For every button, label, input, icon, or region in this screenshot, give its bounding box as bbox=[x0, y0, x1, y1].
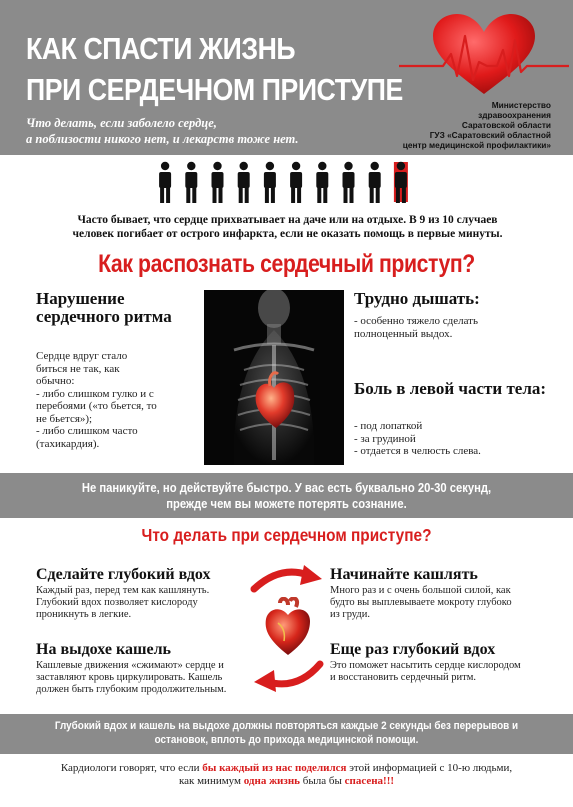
footer-line bbox=[20, 775, 553, 788]
text-line: Глубокий вдох позволяет кислороду bbox=[36, 597, 198, 608]
person-icon bbox=[290, 162, 302, 203]
cough-text bbox=[330, 585, 540, 621]
text-line: Сердце вдруг стало bbox=[36, 350, 128, 362]
ministry-line: центр медицинской профилактики» bbox=[402, 140, 551, 150]
text-line: перебоями («то бьется, то bbox=[36, 400, 157, 412]
steps-title: Что делать при сердечном приступе? bbox=[141, 525, 432, 545]
footer-fragment: Кардиологи говорят, что если bbox=[60, 762, 203, 774]
text-line: - особенно тяжело сделать bbox=[354, 315, 478, 327]
text-line: Это поможет насытить сердце кислородом bbox=[330, 660, 521, 671]
footer-highlight: бы каждый из нас поделился bbox=[202, 762, 347, 774]
page-title bbox=[26, 28, 403, 110]
repeat-line: остановок, вплоть до прихода медицинской помощи. bbox=[154, 734, 419, 746]
repeat-bar bbox=[0, 714, 573, 754]
header-banner bbox=[0, 0, 573, 155]
repeat-line: Глубокий вдох и кашель на выдохе должны повторяться каждые 2 секунды без перерывов и bbox=[54, 720, 519, 732]
person-icon bbox=[264, 162, 276, 203]
subtitle-line: Что делать, если заболело сердце, bbox=[26, 116, 217, 130]
breath-heading: Трудно дышать: bbox=[354, 289, 480, 308]
title-line: КАК СПАСТИ ЖИЗНЬ bbox=[26, 31, 296, 66]
ministry-line: Саратовской области bbox=[461, 120, 551, 130]
heart-cycle-icon bbox=[260, 597, 315, 657]
exhale-text bbox=[36, 660, 256, 696]
footer-text bbox=[20, 762, 553, 788]
person-icon bbox=[159, 162, 171, 203]
person-icon bbox=[343, 162, 355, 203]
text-line: не бьется»); bbox=[36, 412, 93, 425]
text-line: должен быть глубоким продолжительным. bbox=[36, 684, 227, 695]
heart-ecg-icon bbox=[395, 10, 573, 98]
footer-fragment: была бы bbox=[299, 775, 345, 787]
text-line: - за грудиной bbox=[354, 432, 416, 445]
person-icon bbox=[185, 162, 197, 203]
text-line: полноценный выдох. bbox=[354, 327, 453, 340]
person-icon bbox=[316, 162, 328, 203]
text-line: - отдается в челюсть слева. bbox=[354, 445, 481, 457]
ministry-credit bbox=[391, 100, 551, 150]
title-line: ПРИ СЕРДЕЧНОМ ПРИСТУПЕ bbox=[26, 72, 403, 107]
person-icon bbox=[394, 162, 408, 203]
footer-line bbox=[20, 762, 553, 775]
rhythm-heading: Нарушение сердечного ритма bbox=[36, 289, 172, 326]
text-line: - либо слишком гулко и с bbox=[36, 387, 154, 400]
ministry-line: ГУЗ «Саратовский областной bbox=[429, 130, 551, 140]
warning-bar bbox=[0, 473, 573, 518]
exhale-heading: На выдохе кашель bbox=[36, 641, 171, 658]
text-line: Много раз и с очень большой силой, как bbox=[330, 585, 511, 596]
footer-fragment: этой информацией с 10-ю людьми, bbox=[346, 762, 513, 774]
text-line: и восстановить сердечный ритм. bbox=[330, 672, 477, 683]
person-icon bbox=[212, 162, 224, 203]
text-line: (тахикардия). bbox=[36, 437, 100, 450]
breath-text bbox=[354, 315, 554, 340]
text-line: Кашлевые движения «сжимают» сердце и bbox=[36, 660, 224, 671]
deep-breath-heading: Сделайте глубокий вдох bbox=[36, 566, 211, 583]
text-line: проникнуть в легкие. bbox=[36, 609, 132, 620]
arrow-right-icon bbox=[250, 563, 324, 593]
arrow-left-icon bbox=[252, 660, 326, 694]
ministry-line: Министерство bbox=[491, 100, 551, 110]
recognize-title: Как распознать сердечный приступ? bbox=[98, 250, 475, 278]
footer-highlight: спасена!!! bbox=[344, 775, 395, 787]
deep-breath-text bbox=[36, 585, 246, 621]
intro-line: человек погибает от острого инфаркта, если не оказать помощь в первые минуты. bbox=[72, 228, 503, 240]
pain-heading: Боль в левой части тела: bbox=[354, 379, 547, 398]
text-line: заставляют кровь циркулировать. Кашель bbox=[36, 672, 223, 683]
text-line: - под лопаткой bbox=[354, 420, 423, 432]
text-line: - либо слишком часто bbox=[36, 425, 138, 437]
subtitle-line: а поблизости никого нет, и лекарств тоже нет. bbox=[26, 132, 299, 146]
cough-heading: Начинайте кашлять bbox=[330, 566, 478, 583]
footer-highlight: одна жизнь bbox=[243, 775, 300, 787]
person-icon bbox=[238, 162, 250, 203]
text-line: из груди. bbox=[330, 609, 370, 620]
text-line: обычно: bbox=[36, 375, 75, 387]
footer-fragment: как минимум bbox=[178, 775, 244, 787]
intro-line: Часто бывает, что сердце прихватывает на даче или на отдыхе. В 9 из 10 случаев bbox=[77, 214, 498, 226]
ministry-line: здравоохранения bbox=[478, 110, 551, 120]
again-text bbox=[330, 660, 550, 684]
intro-text bbox=[30, 213, 545, 241]
pain-text bbox=[354, 420, 554, 458]
people-row bbox=[152, 160, 414, 204]
warning-line: Не паникуйте, но действуйте быстро. У вас есть буквально 20-30 секунд, bbox=[81, 481, 492, 495]
person-icon bbox=[369, 162, 381, 203]
subtitle bbox=[26, 115, 299, 147]
chest-xray-heart-icon bbox=[204, 290, 344, 465]
warning-line: прежде чем вы можете потерять сознание. bbox=[166, 497, 407, 511]
text-line: будто вы выплевываете мокроту глубоко bbox=[330, 597, 512, 608]
text-line: биться не так, как bbox=[36, 362, 120, 375]
text-line: Каждый раз, перед тем как кашлянуть. bbox=[36, 585, 210, 596]
again-heading: Еще раз глубокий вдох bbox=[330, 641, 496, 658]
rhythm-text bbox=[36, 350, 196, 450]
